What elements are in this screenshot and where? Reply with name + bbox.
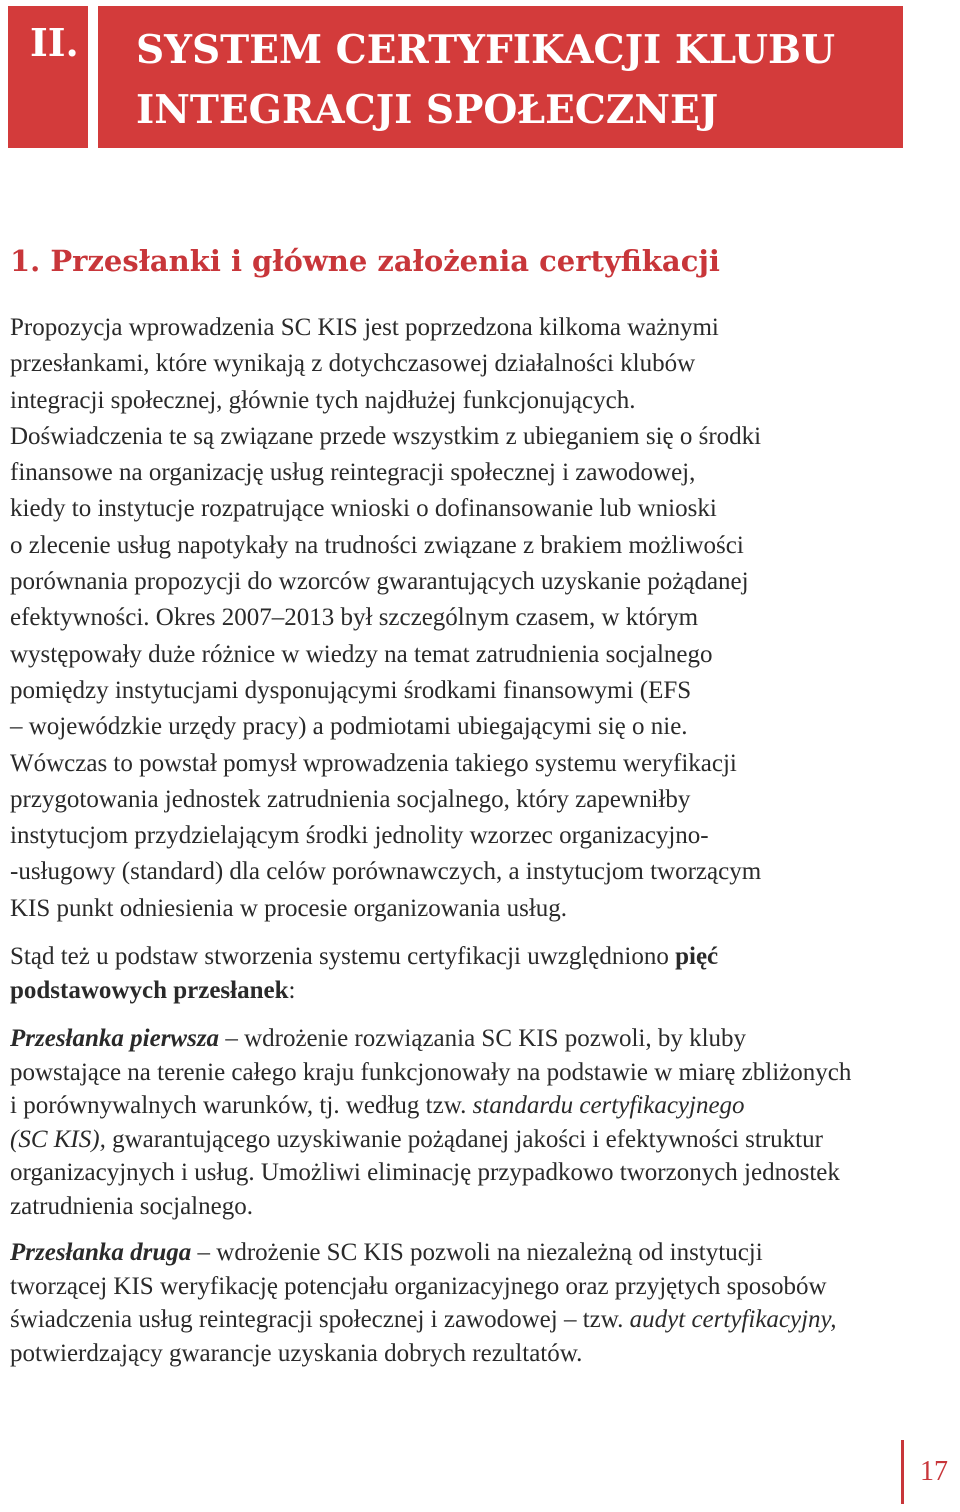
intro-line: efektywności. Okres 2007–2013 był szczególnym czasem, w którym (10, 604, 699, 632)
intro-line: kiedy to instytucje rozpatrujące wnioski o dofinansowanie lub wnioski (10, 495, 717, 523)
premise-second-text: świadczenia usług reintegracji społecznej i zawodowej – tzw. (10, 1306, 630, 1333)
intro-line: instytucjom przydzielającym środki jednolity wzorzec organizacyjno- (10, 822, 709, 850)
intro-line: porównania propozycji do wzorców gwarantujących uzyskanie pożądanej (10, 568, 749, 596)
five-premises-line-2 (10, 974, 902, 1008)
intro-line: występowały duże różnice w wiedzy na temat zatrudnienia socjalnego (10, 640, 713, 668)
audit-term: audyt certyfikacyjny, (629, 1306, 837, 1333)
premise-first-text: – wdrożenie rozwiązania SC KIS pozwoli, by kluby (219, 1025, 747, 1052)
intro-line: przygotowania jednostek zatrudnienia socjalnego, który zapewniłby (10, 785, 691, 813)
chapter-title-line-1: SYSTEM CERTYFIKACJI KLUBU (136, 27, 836, 73)
five-premises-line-1 (10, 940, 902, 974)
intro-line: KIS punkt odniesienia w procesie organizowania usług. (10, 894, 568, 922)
chapter-title-line-2: INTEGRACJI SPOŁECZNEJ (136, 87, 719, 133)
chapter-number: II. (30, 20, 79, 65)
five-premises-colon: : (288, 977, 296, 1004)
intro-line: -usługowy (standard) dla celów porównawczych, a instytucjom tworzącym (10, 858, 762, 886)
section-heading: 1. Przesłanki i główne założenia certyfikacji (10, 244, 720, 278)
five-premises-emphasis: podstawowych przesłanek (10, 977, 289, 1004)
premise-first-paragraph (10, 1022, 902, 1223)
premise-first-text: gwarantującego uzyskiwanie pożądanej jakości i efektywności struktur (105, 1125, 823, 1153)
premise-first-text: i porównywalnych warunków, tj. według tzw. (10, 1092, 473, 1119)
intro-line: przesłankami, które wynikają z dotychczasowej działalności klubów (10, 350, 696, 378)
standard-term: standardu certyfikacyjnego (472, 1092, 745, 1119)
premise-first-line-4 (10, 1123, 902, 1157)
intro-line: Propozycja wprowadzenia SC KIS jest poprzedzona kilkoma ważnymi (10, 314, 719, 341)
intro-line: pomiędzy instytucjami dysponującymi środkami finansowymi (EFS (10, 676, 692, 704)
premise-first-line-1 (10, 1022, 902, 1056)
premise-first-label: Przesłanka pierwsza (10, 1025, 220, 1052)
premise-second-label: Przesłanka druga (10, 1239, 192, 1266)
premise-second-text: – wdrożenie SC KIS pozwoli na niezależną od instytucji (191, 1239, 763, 1266)
intro-line: finansowe na organizację usług reintegracji społecznej i zawodowej, (10, 459, 696, 487)
premise-first-line-3 (10, 1089, 902, 1123)
premise-first-line-6: zatrudnienia socjalnego. (10, 1192, 253, 1220)
five-premises-text: Stąd też u podstaw stworzenia systemu certyfikacji uwzględniono (10, 943, 676, 970)
intro-line: o zlecenie usług napotykały na trudności związane z brakiem możliwości (10, 531, 744, 559)
page-number-rule (901, 1440, 904, 1504)
page-number: 17 (920, 1456, 948, 1487)
chapter-title-box (98, 6, 903, 148)
premise-first-line-2: powstające na terenie całego kraju funkcjonowały na podstawie w miarę zbliżonych (10, 1058, 852, 1086)
premise-second-line-3 (10, 1303, 902, 1337)
intro-line: Wówczas to powstał pomysł wprowadzenia takiego systemu weryfikacji (10, 749, 737, 777)
premise-second-line-2: tworzącej KIS weryfikację potencjału organizacyjnego oraz przyjętych sposobów (10, 1272, 827, 1300)
premise-first-line-5: organizacyjnych i usług. Umożliwi eliminację przypadkowo tworzonych jednostek (10, 1159, 840, 1186)
chapter-number-box (8, 6, 88, 148)
premise-second-paragraph (10, 1236, 902, 1370)
five-premises-paragraph (10, 940, 902, 1008)
intro-line: integracji społecznej, głównie tych najdłużej funkcjonujących. (10, 386, 636, 414)
premise-second-line-1 (10, 1236, 902, 1270)
premise-second-line-4: potwierdzający gwarancje uzyskania dobrych rezultatów. (10, 1339, 583, 1367)
five-count: pięć (675, 943, 719, 970)
intro-paragraph (10, 310, 902, 927)
intro-line: – wojewódzkie urzędy pracy) a podmiotami ubiegającymi się o nie. (10, 713, 688, 741)
intro-line: Doświadczenia te są związane przede wszystkim z ubieganiem się o środki (10, 422, 762, 450)
standard-abbr: (SC KIS), (10, 1125, 106, 1153)
